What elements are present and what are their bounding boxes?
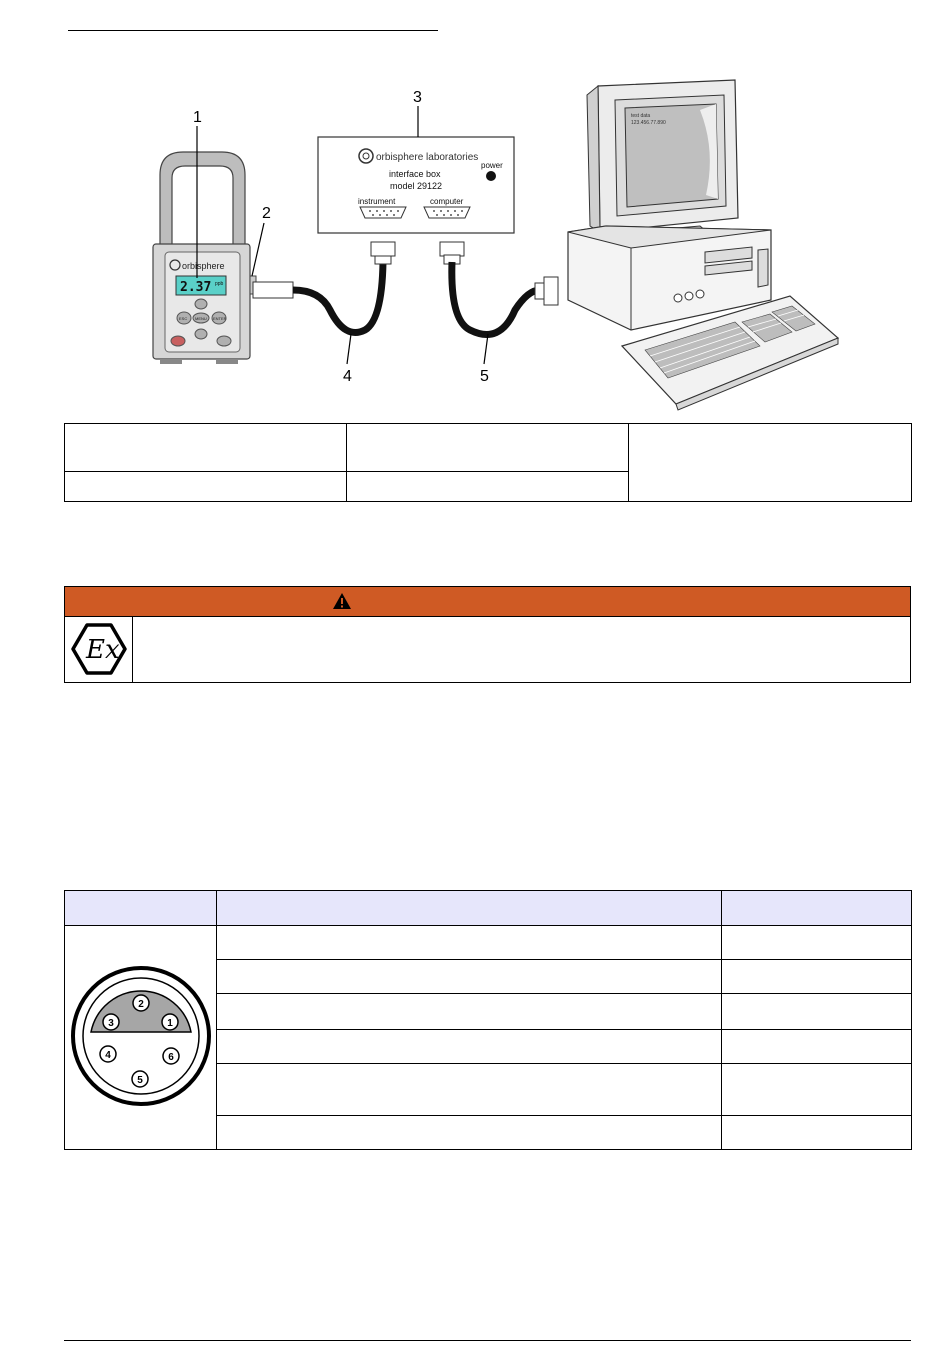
screen-line-2: 123.456.77.890 (631, 120, 666, 126)
header-rule (68, 30, 438, 31)
port-computer-label: computer (430, 197, 464, 206)
svg-text:ENTER: ENTER (213, 316, 227, 321)
table-cell (217, 926, 722, 960)
legend-table (64, 423, 912, 502)
atex-ex-icon (71, 621, 127, 677)
svg-text:6: 6 (168, 1052, 174, 1064)
legend-cell (65, 472, 347, 502)
table-cell (722, 1115, 912, 1149)
warning-header (65, 587, 910, 617)
table-cell (722, 926, 912, 960)
legend-cell (347, 424, 629, 472)
svg-text:2: 2 (138, 999, 144, 1011)
interface-brand: orbisphere laboratories (376, 152, 479, 163)
table-header-cell (217, 891, 722, 926)
callout-5: 5 (480, 368, 489, 385)
connection-diagram (0, 70, 950, 415)
table-cell (217, 960, 722, 994)
footer-rule (64, 1340, 911, 1341)
legend-cell (347, 472, 629, 502)
callout-1: 1 (193, 109, 202, 126)
svg-text:4: 4 (105, 1050, 111, 1062)
connector-illustration-cell (65, 926, 217, 1150)
port-instrument-label: instrument (358, 197, 396, 206)
instrument-brand: orbisphere (182, 261, 225, 271)
table-cell (722, 1029, 912, 1063)
svg-text:1: 1 (167, 1018, 173, 1030)
svg-text:MENU: MENU (195, 316, 207, 321)
interface-model: model 29122 (390, 181, 443, 191)
callout-2: 2 (262, 205, 271, 222)
table-header-cell (722, 891, 912, 926)
svg-text:Ex: Ex (86, 635, 120, 665)
svg-text:ESC: ESC (179, 316, 188, 321)
table-cell (217, 1029, 722, 1063)
warning-box (64, 586, 911, 683)
screen-line-1: test data (631, 113, 651, 119)
table-cell (217, 994, 722, 1029)
warning-icon-cell (65, 616, 133, 682)
warning-triangle-icon (332, 592, 352, 610)
legend-cell (65, 424, 347, 472)
portable-instrument (153, 152, 256, 364)
svg-text:3: 3 (108, 1018, 114, 1030)
svg-text:5: 5 (137, 1075, 143, 1087)
table-cell (217, 1115, 722, 1149)
callout-3: 3 (413, 89, 422, 106)
table-cell (722, 960, 912, 994)
table-cell (217, 1063, 722, 1115)
table-header-cell (65, 891, 217, 926)
instrument-display-value: 2.37 (180, 280, 212, 295)
interface-title: interface box (389, 169, 441, 179)
connector-pin-table (64, 890, 912, 1150)
power-led (486, 171, 496, 181)
interface-box (318, 137, 514, 233)
desktop-computer (568, 80, 838, 410)
callout-4: 4 (343, 368, 352, 385)
legend-cell (629, 424, 912, 502)
table-cell (722, 994, 912, 1029)
instrument-display-unit: ppb (215, 281, 224, 287)
interface-power-label: power (481, 161, 503, 170)
table-cell (722, 1063, 912, 1115)
cable-computer (440, 242, 558, 335)
cable-instrument (253, 242, 395, 333)
connector-pinout-diagram (69, 964, 213, 1108)
